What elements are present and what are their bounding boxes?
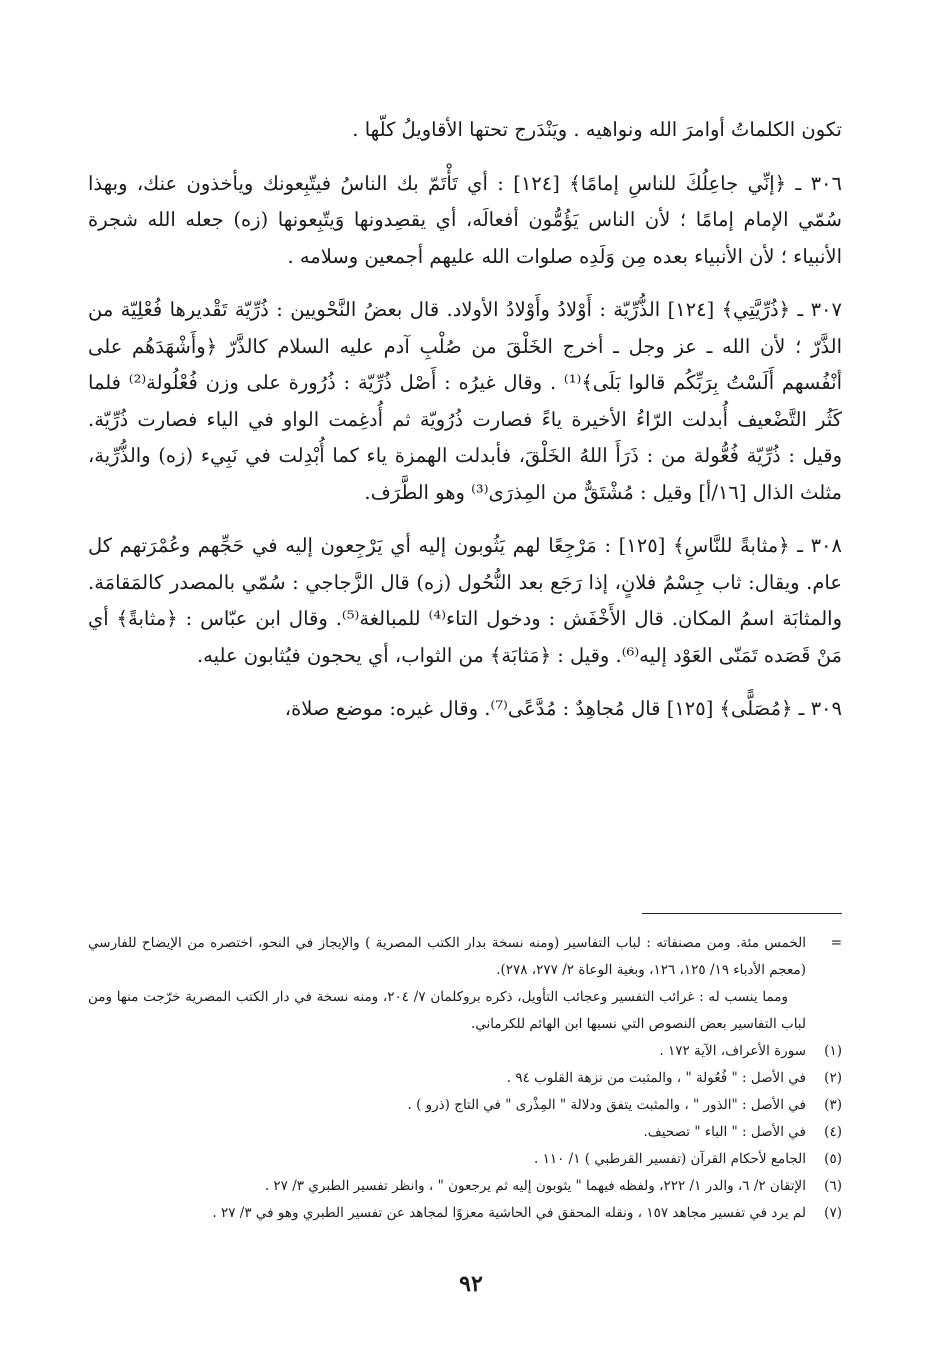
footnote-number: (٢) [824,1070,842,1086]
entry-309: ٣٠٩ ـ ﴿مُصَلًّى﴾ [١٢٥] قال مُجاهِدٌ : مُدَّعًى⁽⁷⁾. وقال غيره: موضع صلاة، [284,697,842,720]
page-number: ٩٢ [459,1271,483,1297]
footnote-text: في الأصل : "الذور " ، والمثبت يتفق ودلالة " المِذْرى " في التاج (ذرو ) . [407,1097,806,1113]
entry-306: ٣٠٦ ـ ﴿إنِّي جاعِلُكَ للناسِ إمامًا﴾ [١٢٤] : أي تَأْتَمّ بك الناسُ فيتّبِعونك ويأخذون عنك، وبهذا سُمّي الإمام إمامًا ؛ لأن الناس يَؤُمُّون أفعالَه، أي يقصِدونها وَيتّبِعونها (زه) جعله الله شجرة الأنبياء ؛ لأن الأنبياء بعده مِن وَلَدِه صلوات الله عليهم أجمعين وسلامه . [88,171,842,268]
footnote-number: (٧) [824,1205,842,1221]
entry-307: ٣٠٧ ـ ﴿ذُرِّيَّتِي﴾ [١٢٤] الذُّرِّيّة : أَوْلادُ وأَوْلادُ الأولاد. قال بعضُ النَّحْويين : ذُرِّيّة تَقْديرها فُعْلِيّة من الذَّرّ ؛ لأن الله ـ عز وجل ـ أخرج الخَلْقَ من صُلْبِ آدم عليه السلام كالذَّرّ ﴿وأَشْهَدَهُم على أنْفُسهم أَلَسْتُ بِرَبِّكُم قالوا بَلَى﴾⁽¹⁾ . وقال غيرُه : أَصْل ذُرِّيّة : ذُرُورة على وزن فُعْلُولة⁽²⁾ فلما كَثُر التَّضْعيف أُبدلت الرّاءُ الأخيرة ياءً فصارت ذُرُويّة ثم أُدغِمت الواو في الياء فصارت ذُرِّيّة. وقيل : ذُرِّيّة فُعُّولة من : ذَرَأَ اللهُ الخَلْقَ، فأبدلت الهمزة ياء كما أُبْدِلت في نَبِيء (زه) والذُّرِّية، مثلث الذال [١٦/أ] وقيل : مُشْتَقٌّ من المِذرَى⁽³⁾ وهو الطَّرَف. [88,298,842,504]
footnote-number: (٦) [824,1178,842,1194]
footnote-number: (٥) [824,1151,842,1167]
footnote-item [88,1173,842,1200]
footnote-item [88,1119,842,1146]
footnote-item [88,930,842,984]
footnote-text: سورة الأعراف، الآية ١٧٢ . [659,1043,806,1059]
footnote-item [88,1038,842,1065]
footnotes [88,930,842,1227]
footnote-text: الخمس مئة. ومن مصنفاته : لباب التفاسير (ومنه نسخة بدار الكتب المصرية ) والإيجاز في النحو، اختصره من الإيضاح للفارسي (معجم الأدباء ١٩/ ١٢٥، ١٢٦، وبغية الوعاة ٢/ ٢٧٧، ٢٧٨). [88,935,806,978]
footnote-number: (١) [824,1043,842,1059]
footnote-number: = [830,935,842,951]
footnote-item [88,1065,842,1092]
footnote-text: ومما ينسب له : غرائب التفسير وعجائب التأويل، ذكره بروكلمان ٧/ ٢٠٤، ومنه نسخة في دار الكتب المصرية خرّجت منها ومن لباب التفاسير بعض النصوص التي نسبها ابن الهائم للكرماني. [88,989,806,1032]
footnote-text: لم يرد في تفسير مجاهد ١٥٧ ، ونقله المحقق في الحاشية معزوًا لمجاهد عن تفسير الطبري وهو في ٣/ ٢٧ . [212,1205,806,1221]
footnote-item [88,984,842,1038]
footnote-separator [642,913,842,914]
footnote-item [88,1200,842,1227]
footnote-text: في الأصل : " الباء " تصحيف. [643,1124,806,1140]
footnote-text: الجامع لأحكام القرآن (تفسير القرطبي ) ١/ ١١٠ . [533,1151,806,1167]
footnote-number: (٤) [824,1124,842,1140]
entry-308: ٣٠٨ ـ ﴿مثابةً للنَّاسِ﴾ [١٢٥] : مَرْجِعًا لهم يَثُوبون إليه أي يَرْجِعون إليه في حَجِّهم وعُمْرَتهم كل عام. ويقال: ثاب جِسْمُ فلانٍ، إذا رَجَع بعد النُّحُول (زه) قال الزَّجاجي : سُمّي بالمصدر كالمَقامَة. والمثابَة اسمُ المكان. قال الأَخْفَش : ودخول التاء⁽⁴⁾ للمبالغة⁽⁵⁾. وقال ابن عبّاس : ﴿مثابةً﴾ أي مَنْ قَصَده تَمَنّى العَوْد إليه⁽⁶⁾. وقيل : ﴿مَثابَة﴾ من الثواب، أي يحجون فيُثابون عليه. [88,534,842,667]
paragraph-continuation: تكون الكلماتُ أوامرَ الله ونواهيه . ويَنْدَرج تحتها الأقاويلُ كلّها . [352,118,842,141]
footnote-text: الإتقان ٢/ ٦، والدر ١/ ٢٢٢، ولفظه فيهما " يثوبون إليه ثم يرجعون " ، وانظر تفسير الطبري ٣/ ٢٧ . [264,1178,806,1194]
footnote-item [88,1092,842,1119]
footnote-text: في الأصل : " فُعُولة " ، والمثبت من نزهة القلوب ٩٤ . [506,1070,806,1086]
footnote-number: (٣) [824,1097,842,1113]
main-text [88,112,842,728]
footnote-item [88,1146,842,1173]
